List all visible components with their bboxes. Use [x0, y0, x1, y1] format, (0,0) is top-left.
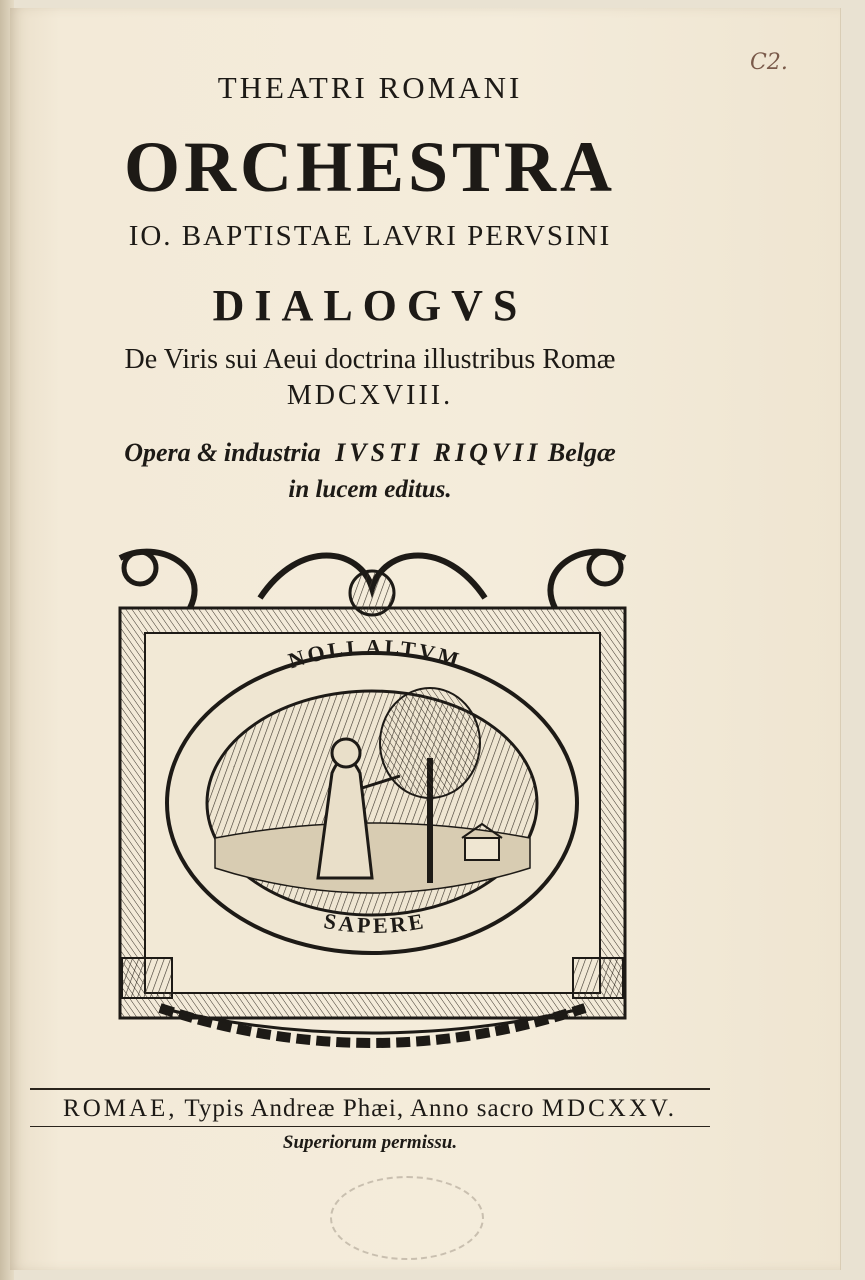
editor-suffix: Belgæ	[547, 438, 616, 467]
editus-line: in lucem editus.	[288, 476, 452, 503]
imprint-year: MDCXXV.	[541, 1095, 677, 1122]
imprint-year-label: Anno sacro	[410, 1095, 535, 1122]
permission-line: Superiorum permissu.	[282, 1132, 458, 1153]
main-title: ORCHESTRA	[123, 127, 617, 207]
printers-device-emblem	[100, 538, 645, 1078]
title-page	[10, 8, 840, 1270]
editor-line	[10, 438, 730, 468]
imprint-rule-top	[30, 1088, 710, 1090]
motto-bottom: SAPERE	[322, 907, 428, 938]
house	[465, 838, 499, 860]
subtitle-year: MDCXVIII.	[286, 380, 454, 411]
motto-top: NOLI ALTVM	[285, 634, 465, 674]
editor-prefix: Opera & industria	[124, 438, 321, 467]
shell-ornament	[350, 571, 394, 615]
library-stamp	[330, 1176, 484, 1260]
figure-head	[332, 739, 360, 767]
imprint-city: ROMAE,	[63, 1095, 178, 1122]
imprint-rule-bottom	[30, 1126, 710, 1127]
dialogus-heading: DIALOGVS	[212, 281, 528, 330]
imprint-printer: Typis Andreæ Phæi,	[184, 1095, 405, 1122]
author-line: IO. BAPTISTAE LAVRI PERVSINI	[128, 220, 612, 252]
subtitle: De Viris sui Aeui doctrina illustribus Romæ	[124, 344, 616, 375]
tree-crown	[380, 688, 480, 798]
editor-name: IVSTI RIQVII	[335, 438, 542, 467]
title-line-1: THEATRI ROMANI	[217, 70, 523, 105]
margin-note: C2.	[750, 50, 788, 75]
imprint-line	[10, 1095, 730, 1123]
